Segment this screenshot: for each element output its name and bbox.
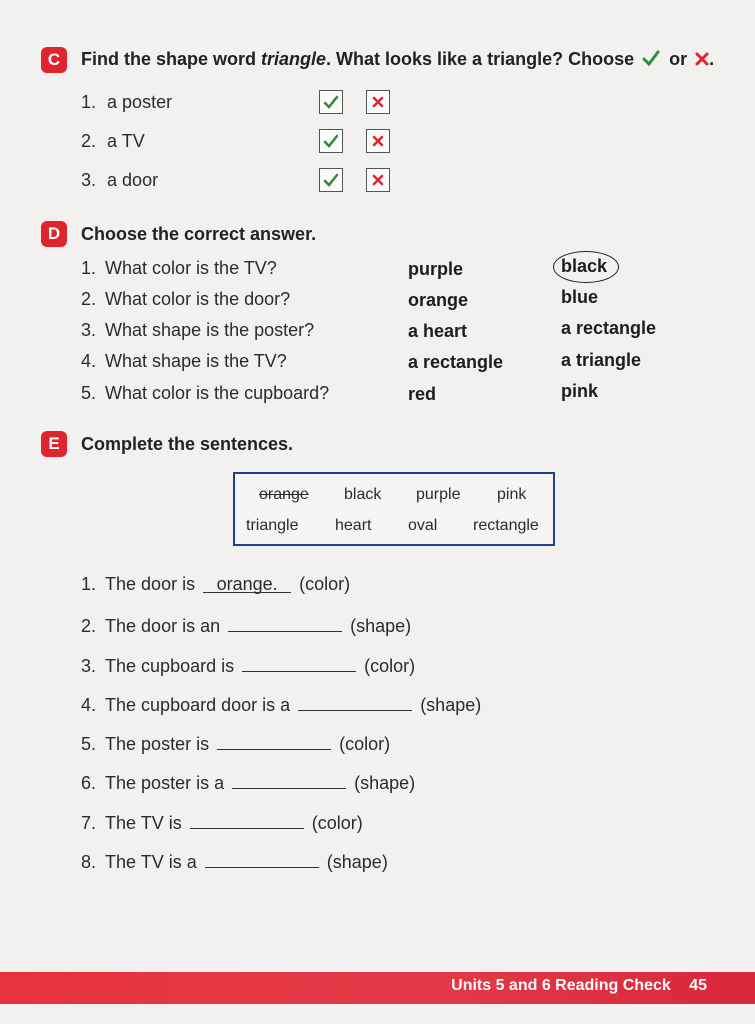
- e-sentence-6: [81, 770, 415, 794]
- word-bank-item: triangle: [246, 517, 299, 534]
- e-text: The TV is a: [105, 852, 197, 872]
- e-text: The door is an: [105, 616, 221, 636]
- footer-title: Units 5 and 6 Reading Check: [451, 977, 671, 994]
- answer-blank[interactable]: [217, 731, 331, 750]
- c-item-2-cross-box[interactable]: [366, 129, 390, 153]
- section-c-badge: C: [41, 47, 67, 73]
- page-number: 45: [689, 977, 707, 994]
- section-e-badge: E: [41, 431, 67, 457]
- answer-blank[interactable]: [242, 653, 356, 672]
- instruction-text-1: Find the shape word: [81, 49, 262, 69]
- c-item-text: a TV: [107, 131, 145, 151]
- e-text: The door is: [105, 574, 196, 594]
- e-sentence-8: [81, 849, 388, 873]
- c-item-text: a door: [107, 170, 159, 190]
- c-item-3: [81, 170, 158, 191]
- d-question-num: 5.: [81, 383, 97, 403]
- e-sentence-2: [81, 613, 411, 637]
- e-text: The TV is: [105, 813, 182, 833]
- d-question-2: [81, 289, 290, 310]
- answer-blank[interactable]: [190, 810, 304, 829]
- e-num: 5.: [81, 734, 97, 754]
- e-num: 6.: [81, 773, 97, 793]
- check-icon: [323, 94, 339, 110]
- instruction-or: or: [669, 49, 688, 69]
- d-q3-option-2[interactable]: a rectangle: [561, 318, 657, 338]
- answer-blank[interactable]: [205, 849, 319, 868]
- e-text: The cupboard door is a: [105, 695, 291, 715]
- e-num: 4.: [81, 695, 97, 715]
- check-icon: [642, 50, 660, 66]
- d-question-3: [81, 320, 314, 341]
- check-icon: [323, 172, 339, 188]
- d-question-text: What color is the door?: [105, 289, 291, 309]
- e-text: The cupboard is: [105, 656, 235, 676]
- e-num: 8.: [81, 852, 97, 872]
- word-bank-item: heart: [335, 517, 372, 534]
- e-sentence-5: [81, 731, 390, 755]
- e-sentence-7: [81, 810, 363, 834]
- cross-icon: [370, 133, 386, 149]
- section-d-instruction: Choose the correct answer.: [81, 224, 317, 244]
- e-hint: (shape): [420, 695, 482, 715]
- c-item-3-check-box[interactable]: [319, 168, 343, 192]
- d-q5-option-2[interactable]: pink: [561, 381, 599, 401]
- cross-icon: [370, 94, 386, 110]
- e-hint: (color): [311, 813, 363, 833]
- word-bank-item: oval: [408, 517, 438, 534]
- d-question-1: [81, 258, 277, 279]
- section-d-badge: D: [41, 221, 67, 247]
- answer-blank[interactable]: [232, 770, 346, 789]
- e-sentence-4: [81, 692, 481, 716]
- d-q4-option-1[interactable]: a rectangle: [408, 352, 504, 372]
- e-hint: (color): [364, 656, 416, 676]
- c-item-2: [81, 131, 145, 152]
- c-item-1-cross-box[interactable]: [366, 90, 390, 114]
- e-text: The poster is a: [105, 773, 225, 793]
- d-question-num: 4.: [81, 351, 97, 371]
- cross-icon: [370, 172, 386, 188]
- section-e-instruction: Complete the sentences.: [81, 434, 294, 454]
- word-bank-item: orange: [259, 486, 309, 503]
- d-question-text: What color is the cupboard?: [105, 383, 330, 403]
- e-num: 2.: [81, 616, 97, 636]
- e-hint: (shape): [354, 773, 416, 793]
- instruction-text-2: . What looks like a triangle? Choose: [326, 49, 635, 69]
- e-text: The poster is: [105, 734, 210, 754]
- e-hint: (shape): [350, 616, 412, 636]
- d-q5-option-1[interactable]: red: [408, 384, 437, 404]
- c-item-3-cross-box[interactable]: [366, 168, 390, 192]
- word-bank-item: black: [344, 486, 382, 503]
- e-sentence-1: [81, 574, 350, 595]
- d-question-num: 3.: [81, 320, 97, 340]
- instruction-italic-word: triangle: [261, 49, 327, 69]
- e-num: 3.: [81, 656, 97, 676]
- c-item-1: [81, 92, 172, 113]
- d-q4-option-2[interactable]: a triangle: [561, 350, 642, 370]
- d-question-text: What color is the TV?: [105, 258, 277, 278]
- e-num: 1.: [81, 574, 97, 594]
- e-sentence-3: [81, 653, 415, 677]
- word-bank-item: pink: [497, 486, 527, 503]
- d-q1-option-1[interactable]: purple: [408, 259, 464, 279]
- word-bank: [233, 472, 555, 546]
- d-question-text: What shape is the poster?: [105, 320, 315, 340]
- c-item-num: 3.: [81, 170, 97, 190]
- answer-blank[interactable]: [298, 692, 412, 711]
- d-q3-option-1[interactable]: a heart: [408, 321, 468, 341]
- d-q2-option-2[interactable]: blue: [561, 287, 599, 307]
- e-hint: (shape): [326, 852, 388, 872]
- d-question-num: 1.: [81, 258, 97, 278]
- cross-icon: [695, 52, 709, 66]
- answer-blank[interactable]: [228, 613, 342, 632]
- section-c-instruction: Find the shape word triangle. What looks like a triangle? Choose or .: [81, 49, 715, 69]
- e-hint: (color): [339, 734, 391, 754]
- d-q2-option-1[interactable]: orange: [408, 290, 469, 310]
- c-item-num: 2.: [81, 131, 97, 151]
- c-item-num: 1.: [81, 92, 97, 112]
- footer-label: [451, 977, 707, 995]
- c-item-text: a poster: [107, 92, 173, 112]
- word-bank-item: purple: [416, 486, 461, 503]
- e-num: 7.: [81, 813, 97, 833]
- e-hint: (color): [299, 574, 351, 594]
- d-question-num: 2.: [81, 289, 97, 309]
- c-item-1-check-box[interactable]: [319, 90, 343, 114]
- d-question-text: What shape is the TV?: [105, 351, 287, 371]
- c-item-2-check-box[interactable]: [319, 129, 343, 153]
- word-bank-item: rectangle: [473, 517, 539, 534]
- answer-blank[interactable]: [203, 574, 291, 593]
- d-q1-option-2[interactable]: black: [561, 256, 608, 276]
- d-question-4: [81, 351, 287, 372]
- answer-text: orange.: [216, 574, 278, 594]
- check-icon: [323, 133, 339, 149]
- d-question-5: [81, 383, 329, 404]
